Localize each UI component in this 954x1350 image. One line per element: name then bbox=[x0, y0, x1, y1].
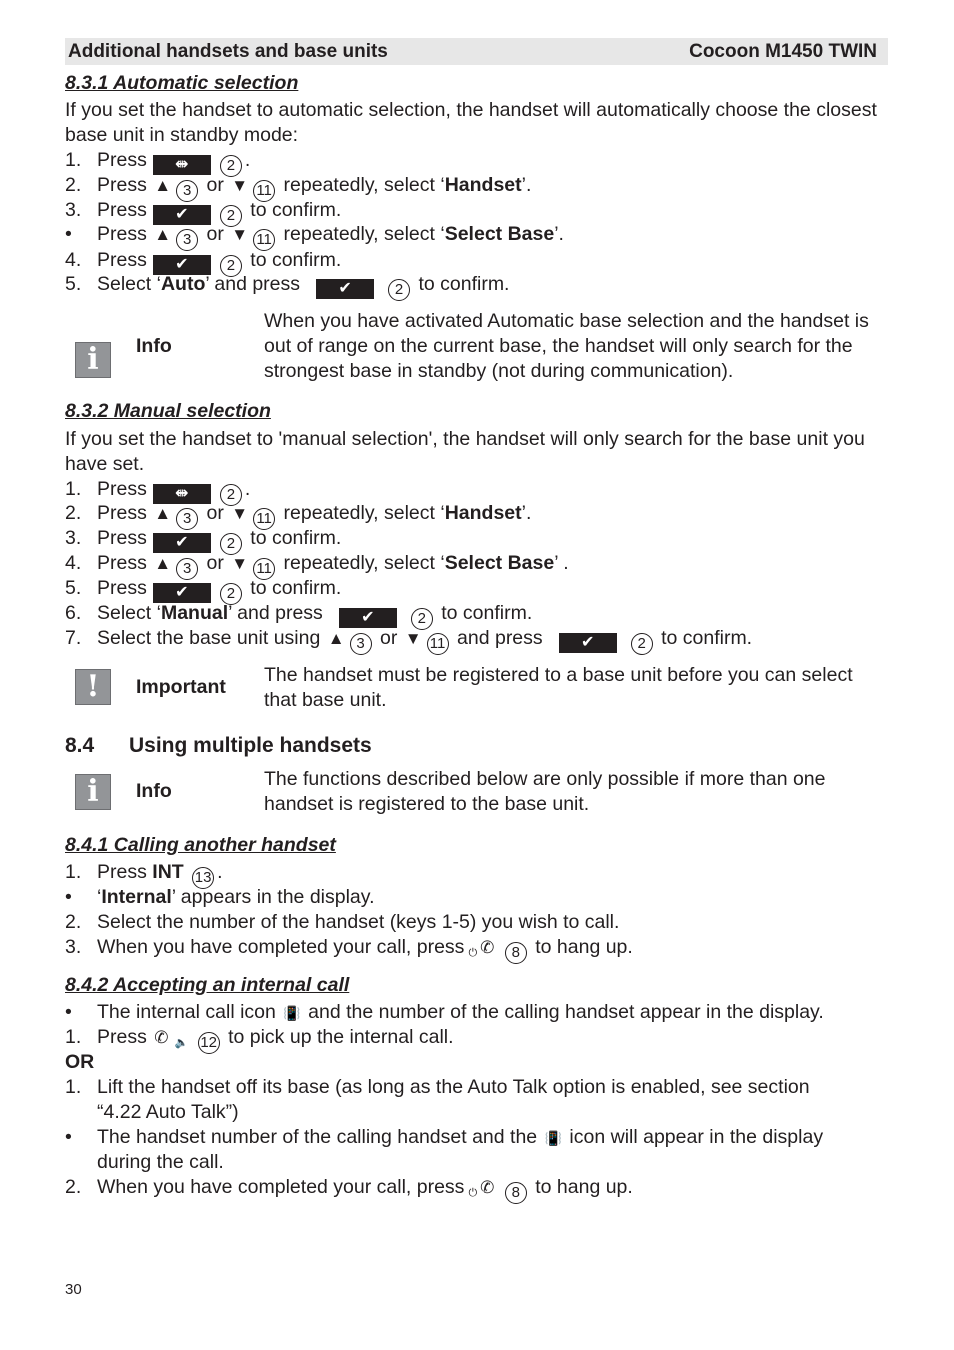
ok-key-icon: ✔ bbox=[153, 205, 211, 225]
key-2-icon: 2 bbox=[220, 255, 242, 277]
key-3-icon: 3 bbox=[176, 180, 198, 202]
up-arrow-icon: ▲ bbox=[154, 504, 172, 523]
info-icon: i bbox=[75, 774, 111, 810]
up-arrow-icon: ▲ bbox=[154, 554, 172, 573]
ok-key-icon: ✔ bbox=[153, 255, 211, 275]
key-2-icon: 2 bbox=[220, 155, 242, 177]
speaker-icon: 🔈 bbox=[174, 1037, 189, 1049]
menu-key-icon: ⇼ bbox=[153, 484, 211, 504]
section-heading-8-4 bbox=[65, 733, 372, 759]
down-arrow-icon: ▼ bbox=[231, 225, 249, 244]
on-hook-icon: ✆ bbox=[480, 938, 495, 957]
ok-key-icon: ✔ bbox=[316, 279, 374, 299]
or-label: OR bbox=[65, 1051, 95, 1073]
header-section-title: Additional handsets and base units bbox=[68, 41, 388, 62]
key-11-icon: 11 bbox=[253, 180, 275, 202]
section-number: 8.4 bbox=[65, 734, 95, 757]
down-arrow-icon: ▼ bbox=[231, 554, 249, 573]
key-11-icon: 11 bbox=[253, 508, 275, 530]
section-title-8-4-1: 8.4.1 Calling another handset bbox=[65, 834, 336, 856]
ok-key-icon: ✔ bbox=[153, 583, 211, 603]
key-12-icon: 12 bbox=[198, 1032, 220, 1054]
important-label: Important bbox=[136, 676, 226, 698]
section-heading-title: Using multiple handsets bbox=[129, 734, 372, 757]
key-3-icon: 3 bbox=[176, 558, 198, 580]
power-icon: ⏻ bbox=[468, 1187, 478, 1199]
down-arrow-icon: ▼ bbox=[231, 176, 249, 195]
key-13-icon: 13 bbox=[192, 867, 214, 889]
on-hook-icon: ✆ bbox=[480, 1178, 495, 1197]
ok-key-icon: ✔ bbox=[153, 533, 211, 553]
power-icon: ⏻ bbox=[468, 947, 478, 959]
info-text: The functions described below are only possible if more than one handset is registered to the base unit. bbox=[264, 768, 826, 815]
section-title-8-3-2: 8.3.2 Manual selection bbox=[65, 400, 271, 422]
key-3-icon: 3 bbox=[350, 633, 372, 655]
key-2-icon: 2 bbox=[220, 205, 242, 227]
up-arrow-icon: ▲ bbox=[327, 629, 345, 648]
up-arrow-icon: ▲ bbox=[154, 176, 172, 195]
key-8-icon: 8 bbox=[505, 1182, 527, 1204]
key-11-icon: 11 bbox=[253, 558, 275, 580]
down-arrow-icon: ▼ bbox=[231, 504, 249, 523]
internal-call-icon: 📳 bbox=[544, 1130, 562, 1146]
important-text: The handset must be registered to a base unit before you can select that base unit. bbox=[264, 664, 853, 711]
key-2-icon: 2 bbox=[411, 608, 433, 630]
key-2-icon: 2 bbox=[220, 484, 242, 506]
section-title-8-4-2: 8.4.2 Accepting an internal call bbox=[65, 974, 350, 996]
info-label: Info bbox=[136, 780, 172, 802]
ok-key-icon: ✔ bbox=[559, 633, 617, 653]
intro-8-3-2: If you set the handset to 'manual selection', the handset will only search for the base unit you have set. bbox=[65, 428, 865, 475]
intro-8-3-1: If you set the handset to automatic selection, the handset will automatically choose the closest base unit in standby mode: bbox=[65, 99, 877, 146]
header-product-name: Cocoon M1450 TWIN bbox=[689, 41, 877, 62]
key-2-icon: 2 bbox=[631, 633, 653, 655]
key-3-icon: 3 bbox=[176, 229, 198, 251]
key-11-icon: 11 bbox=[253, 229, 275, 251]
key-2-icon: 2 bbox=[220, 583, 242, 605]
off-hook-icon: ✆ bbox=[154, 1028, 169, 1047]
info-label: Info bbox=[136, 335, 172, 357]
internal-call-icon: 📳 bbox=[283, 1005, 301, 1021]
key-8-icon: 8 bbox=[505, 942, 527, 964]
up-arrow-icon: ▲ bbox=[154, 225, 172, 244]
down-arrow-icon: ▼ bbox=[404, 629, 422, 648]
page-number: 30 bbox=[65, 1281, 82, 1298]
key-11-icon: 11 bbox=[427, 633, 449, 655]
section-title-8-3-1: 8.3.1 Automatic selection bbox=[65, 72, 299, 94]
page-header bbox=[65, 38, 888, 65]
ok-key-icon: ✔ bbox=[339, 608, 397, 628]
menu-key-icon: ⇼ bbox=[153, 155, 211, 175]
key-2-icon: 2 bbox=[388, 279, 410, 301]
info-text: When you have activated Automatic base selection and the handset is out of range on the current base, the handset will only search for the strongest base in standby (not during communication). bbox=[264, 310, 869, 382]
info-icon: i bbox=[75, 342, 111, 378]
key-2-icon: 2 bbox=[220, 533, 242, 555]
warning-icon: ! bbox=[75, 669, 111, 705]
key-3-icon: 3 bbox=[176, 508, 198, 530]
